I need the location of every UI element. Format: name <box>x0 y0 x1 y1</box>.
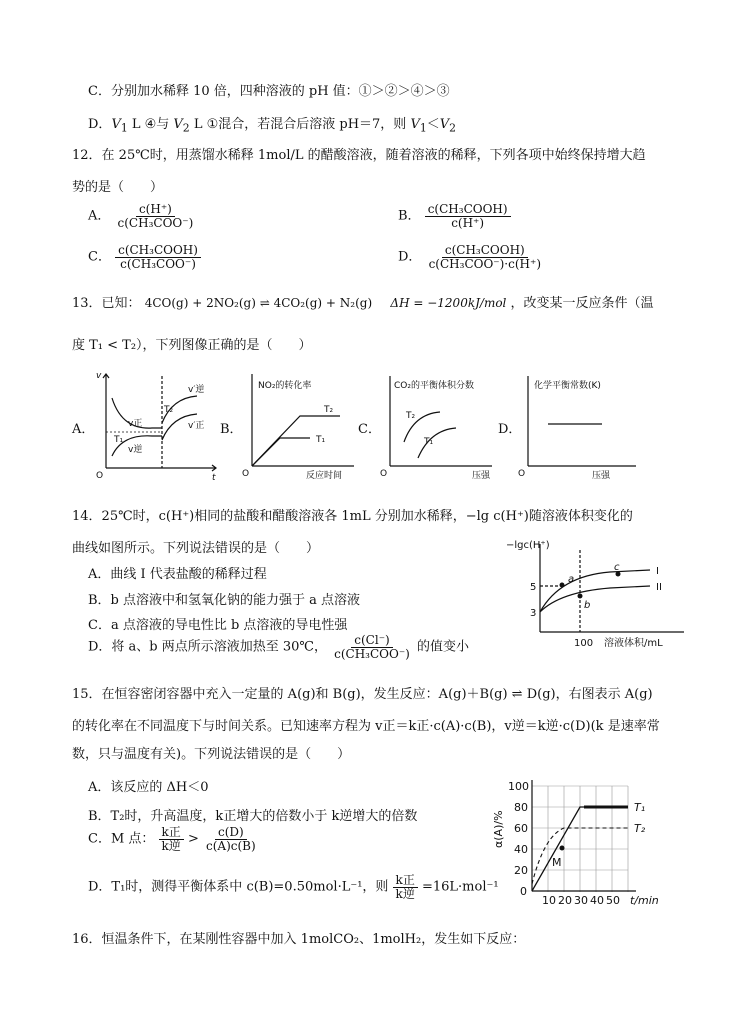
q15-ytick-100: 100 <box>508 780 529 793</box>
q13-graph-d <box>518 372 643 480</box>
q13-stem-tail: ，改变某一反应条件（温 <box>510 296 654 311</box>
q14-graph-curve2-label: II <box>656 582 662 593</box>
graph-c-t2: T₂ <box>406 411 416 421</box>
q12-b-num: c(CH₃COOH) <box>425 203 511 217</box>
graph-b-t2-curve <box>252 416 340 466</box>
q13-label-d: D． <box>498 422 522 437</box>
q15-point-m <box>560 846 565 851</box>
q14-graph-a-label: a <box>568 574 575 585</box>
q13-graph-a <box>92 368 222 483</box>
q12-b-label: B． <box>398 208 421 224</box>
q11-d-label: D． <box>88 117 112 132</box>
q12-stem-1: 12．在 25℃时，用蒸馏水稀释 1mol/L 的醋酸溶液，随着溶液的稀释，下列各项中始终保持增大趋 <box>72 148 646 163</box>
q14-option-c: C．a 点溶液的导电性比 b 点溶液的导电性强 <box>88 618 348 633</box>
graph-b-t2: T₂ <box>324 405 334 415</box>
q15-graph-t1-label: T₁ <box>634 801 646 814</box>
q12-option-d <box>398 244 544 270</box>
q14-option-a: A．曲线 I 代表盐酸的稀释过程 <box>88 567 267 582</box>
q15-ytick-60: 60 <box>514 822 528 835</box>
q15-stem-1: 15．在恒容密闭容器中充入一定量的 A(g)和 B(g)，发生反应：A(g)＋B(g) ⇌ D(g)，右图表示 A(g) <box>72 687 653 702</box>
q15-option-a: A．该反应的 ΔH＜0 <box>88 780 209 795</box>
q12-c-label: C． <box>88 249 111 265</box>
q15-xtick-50: 50 <box>606 894 620 907</box>
q15-c-den2: c(A)c(B) <box>206 838 256 853</box>
q12-a-num: c(H⁺) <box>136 203 175 217</box>
q15-xtick-20: 20 <box>558 894 572 907</box>
graph-d-title: 化学平衡常数(K) <box>534 381 601 391</box>
q15-d-lead: D．T₁时，测得平衡体系中 c(B)=0.50mol·L⁻¹，则 <box>88 879 389 895</box>
q12-c-num: c(CH₃COOH) <box>115 244 201 258</box>
q14-graph-curve-2 <box>540 586 650 612</box>
q15-ytick-40: 40 <box>514 843 528 856</box>
q13-label-b: B． <box>220 422 243 437</box>
graph-d-origin: O <box>518 469 526 479</box>
q11-d-v2: V <box>173 117 183 132</box>
graph-a-t1: T₁ <box>114 435 124 445</box>
q13-stem-2: 度 T₁ < T₂），下列图像正确的是（ ） <box>72 338 312 353</box>
graph-b-x-label: 反应时间 <box>306 471 343 480</box>
q15-option-c <box>88 826 259 852</box>
q15-c-gt: > <box>187 831 199 847</box>
q12-d-den: c(CH₃COO⁻)·c(H⁺) <box>428 256 542 271</box>
q15-stem-3: 数，只与温度有关)。下列说法错误的是（ ） <box>72 747 351 762</box>
q14-graph-y3-label: 3 <box>530 608 537 619</box>
q14-graph-y5-label: 5 <box>530 582 537 593</box>
q16-stem-1: 16．恒温条件下，在某刚性容器中加入 1molCO₂、1molH₂，发生如下反应： <box>72 932 526 947</box>
q14-option-b: B．b 点溶液中和氢氧化钠的能力强于 a 点溶液 <box>88 593 361 608</box>
q12-a-fraction <box>115 203 197 229</box>
q14-graph-curve-1 <box>540 570 650 612</box>
q15-d-den: k逆 <box>395 886 415 901</box>
graph-b-title: NO₂的转化率 <box>258 381 312 391</box>
graph-a-vneg-label: v逆 <box>128 445 143 455</box>
q11-option-c: C．分别加水稀释 10 倍，四种溶液的 pH 值：①＞②＞④＞③ <box>88 84 450 99</box>
q15-ytick-80: 80 <box>514 801 528 814</box>
q12-c-den: c(CH₃COO⁻) <box>120 256 196 271</box>
q14-point-b <box>578 594 583 599</box>
q12-d-label: D． <box>398 249 422 265</box>
q15-graph-m-label: M <box>552 856 562 869</box>
q15-d-tail: =16L·mol⁻¹ <box>421 879 499 895</box>
q15-option-b: B．T₂时，升高温度，k正增大的倍数小于 k逆增大的倍数 <box>88 809 418 824</box>
q14-point-a <box>560 583 565 588</box>
graph-b-t1-curve <box>252 438 310 466</box>
q14-graph <box>500 536 690 654</box>
q15-ytick-0: 0 <box>520 885 527 898</box>
q15-d-num: k正 <box>393 874 418 888</box>
q11-d-v3: V <box>410 117 420 132</box>
q14-d-fraction <box>331 634 413 660</box>
q14-d-den: c(CH₃COO⁻) <box>334 646 410 661</box>
q15-d-fraction <box>393 874 418 900</box>
q15-xtick-40: 40 <box>590 894 604 907</box>
q14-graph-x100: 100 <box>574 638 594 649</box>
q14-graph-c-label: c <box>614 562 620 573</box>
graph-d-x-label: 压强 <box>592 471 611 480</box>
q15-c-frac2 <box>203 826 259 852</box>
q13-graph-c <box>380 372 500 480</box>
q11-d-lt: ＜ <box>426 117 440 132</box>
q12-option-a <box>88 203 196 229</box>
q14-graph-curve1-label: I <box>656 566 659 577</box>
q14-stem-2: 曲线如图所示。下列说法错误的是（ ） <box>72 541 320 556</box>
q12-option-c <box>88 244 201 270</box>
q12-d-fraction <box>426 244 544 270</box>
q15-xtick-10: 10 <box>542 894 556 907</box>
q12-d-num: c(CH₃COOH) <box>442 244 528 258</box>
graph-a-t2: T₂ <box>164 405 174 415</box>
graph-a-origin: O <box>96 471 104 481</box>
q15-c-num2: c(D) <box>215 826 247 840</box>
q12-b-fraction <box>425 203 511 229</box>
q15-graph-grid <box>532 786 628 892</box>
q14-d-lead: D．将 a、b 两点所示溶液加热至 30℃， <box>88 639 327 655</box>
graph-a-y-label: v <box>96 371 102 381</box>
q12-option-b <box>398 203 511 229</box>
q13-enthalpy: ΔH = −1200kJ/mol <box>390 296 507 310</box>
graph-a-x-label: t <box>212 473 216 483</box>
graph-c-t1: T₁ <box>424 437 434 447</box>
q12-b-den: c(H⁺) <box>451 215 485 230</box>
q11-d-mid: L ④与 <box>127 117 174 132</box>
graph-a-vpos-label: v正 <box>128 419 143 429</box>
q14-graph-y-label: −lgc(H⁺) <box>506 540 550 551</box>
q12-c-fraction <box>115 244 201 270</box>
graph-c-origin: O <box>380 469 388 479</box>
q14-d-tail: 的值变小 <box>417 639 470 655</box>
q15-stem-2: 的转化率在不同温度下与时间关系。已知速率方程为 v正＝k正·c(A)·c(B)，v逆＝k逆·c(D)(k 是速率常 <box>72 719 660 734</box>
graph-c-x-label: 压强 <box>472 471 491 480</box>
q11-d-sub2: 2 <box>182 121 190 135</box>
q11-option-d <box>88 113 456 135</box>
graph-a-vpos2-label: v′正 <box>188 421 205 431</box>
q13-label-c: C． <box>358 422 381 437</box>
q15-ytick-20: 20 <box>514 864 528 877</box>
q14-graph-x-label: 溶液体积/mL <box>604 638 663 649</box>
q15-c-den1: k逆 <box>161 838 181 853</box>
q15-graph <box>488 774 700 910</box>
q13-stem-1 <box>72 292 654 311</box>
q13-graph-b <box>240 370 360 480</box>
graph-c-title: CO₂的平衡体积分数 <box>394 381 474 391</box>
q11-d-v4: V <box>439 117 450 132</box>
q11-d-mid2: L ①混合，若混合后溶液 pH＝7，则 <box>189 117 411 132</box>
q15-graph-y-label: α(A)/% <box>492 810 505 848</box>
q15-graph-x-label: t/min <box>630 894 659 907</box>
q15-c-num1: k正 <box>159 826 184 840</box>
graph-b-origin: O <box>242 469 250 479</box>
q14-stem-1: 14．25℃时，c(H⁺)相同的盐酸和醋酸溶液各 1mL 分别加水稀释，−lg c(H⁺)随溶液体积变化的 <box>72 509 633 524</box>
q11-d-sub: 1 <box>120 121 128 135</box>
q15-graph-t2-label: T₂ <box>634 822 646 835</box>
q15-c-frac1 <box>159 826 184 852</box>
graph-b-t1: T₁ <box>316 435 326 445</box>
graph-a-vneg2-label: v′逆 <box>188 385 205 395</box>
q15-xtick-30: 30 <box>574 894 588 907</box>
q15-option-d <box>88 874 499 900</box>
q14-graph-b-label: b <box>584 600 591 611</box>
q12-stem-2: 势的是（ ） <box>72 180 164 195</box>
q13-reaction: 4CO(g) + 2NO₂(g) ⇌ 4CO₂(g) + N₂(g) <box>144 296 373 310</box>
q14-d-num: c(Cl⁻) <box>351 634 392 648</box>
q13-label-a: A． <box>72 422 95 437</box>
q12-a-den: c(CH₃COO⁻) <box>117 215 194 230</box>
q13-stem-lead: 13．已知： <box>72 296 141 311</box>
q11-d-sub3: 1 <box>419 121 427 135</box>
q11-d-sub4: 2 <box>449 121 457 135</box>
q11-d-v: V <box>111 117 121 132</box>
q12-a-label: A． <box>88 208 111 224</box>
q15-c-lead: C．M 点： <box>88 831 155 847</box>
q14-option-d <box>88 634 469 660</box>
